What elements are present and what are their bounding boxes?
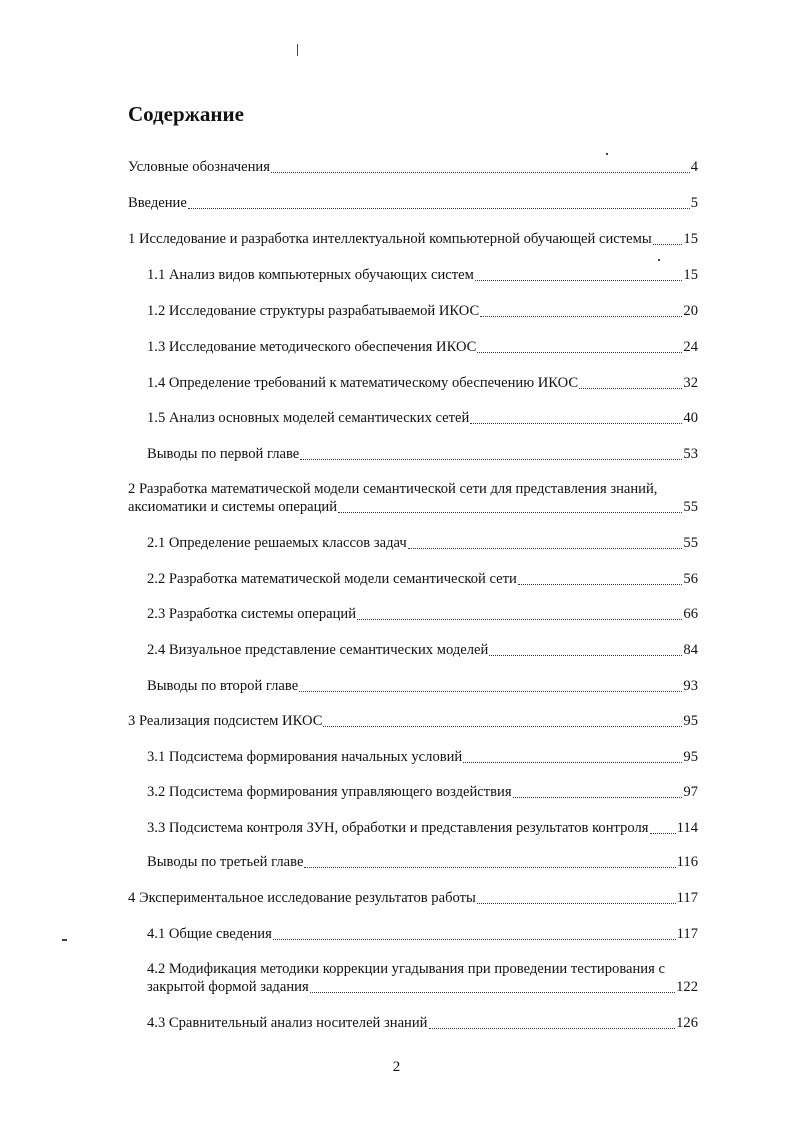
- toc-entry-text: Условные обозначения: [128, 159, 270, 175]
- toc-entry-text: Выводы по второй главе: [147, 678, 299, 694]
- dot-leader: [357, 618, 682, 620]
- toc-page-number: 93: [683, 678, 698, 694]
- scan-speck: [606, 153, 608, 155]
- toc-page-number: 114: [676, 820, 698, 836]
- toc-page-number: 66: [683, 606, 698, 622]
- toc-entry-text: 2.3 Разработка системы операций: [147, 606, 357, 622]
- dot-leader: [463, 761, 682, 763]
- toc-entry-text-line1: 4.2 Модификация методики коррекции угадывания при проведении тестирования с: [147, 961, 665, 977]
- toc-page-number: 55: [683, 499, 698, 515]
- toc-entry-text: 1.2 Исследование структуры разрабатываемой ИКОС: [147, 303, 480, 319]
- toc-entry-text-line1: 2 Разработка математической модели семантической сети для представления знаний,: [128, 481, 658, 497]
- toc-entry-2-3: [147, 605, 698, 623]
- toc-entry-1-4: [147, 374, 698, 392]
- toc-page-number: 126: [676, 1015, 698, 1031]
- toc-entry-text: 3 Реализация подсистем ИКОС: [128, 713, 323, 729]
- toc-page-number: 5: [690, 195, 698, 211]
- toc-page-number: 4: [690, 159, 698, 175]
- dot-leader: [477, 351, 682, 353]
- page-number: 2: [392, 1059, 401, 1075]
- dot-leader: [273, 938, 676, 940]
- dot-leader: [650, 832, 676, 834]
- toc-entry-text: Выводы по третьей главе: [147, 854, 304, 870]
- toc-page-number: 84: [683, 642, 698, 658]
- toc-entry-1-5: [147, 409, 698, 427]
- toc-entry-text: Выводы по первой главе: [147, 446, 300, 462]
- toc-entry-text: 3.3 Подсистема контроля ЗУН, обработки и представления результатов контроля: [147, 820, 649, 836]
- toc-entry-3-2: [147, 783, 698, 801]
- toc-entry-conclusions-1: [147, 445, 698, 463]
- toc-entry-text: 1.1 Анализ видов компьютерных обучающих систем: [147, 267, 474, 283]
- toc-entry-text: 3.1 Подсистема формирования начальных условий: [147, 749, 463, 765]
- toc-entry-1-1: [147, 266, 698, 284]
- toc-page-number: 117: [676, 926, 698, 942]
- scan-speck: [62, 939, 67, 941]
- dot-leader: [188, 207, 690, 209]
- toc-page-number: 40: [683, 410, 698, 426]
- dot-leader: [299, 690, 682, 692]
- toc-page-number: 95: [683, 749, 698, 765]
- dot-leader: [477, 902, 676, 904]
- toc-page-number: 55: [683, 535, 698, 551]
- toc-page-number: 15: [683, 231, 698, 247]
- dot-leader: [271, 171, 690, 173]
- dot-leader: [579, 387, 682, 389]
- dot-leader: [480, 315, 682, 317]
- toc-page-number: 116: [676, 854, 698, 870]
- dot-leader: [323, 725, 682, 727]
- toc-entry-conclusions-2: [147, 677, 698, 695]
- dot-leader: [475, 279, 683, 281]
- toc-entry-chapter-4: [128, 889, 698, 907]
- dot-leader: [489, 654, 682, 656]
- toc-entry-2-1: [147, 534, 698, 552]
- toc-entry-text: 1 Исследование и разработка интеллектуальной компьютерной обучающей системы: [128, 231, 652, 247]
- toc-page-number: 20: [683, 303, 698, 319]
- dot-leader: [429, 1027, 676, 1029]
- toc-entry-text: 1.4 Определение требований к математическому обеспечению ИКОС: [147, 375, 579, 391]
- toc-entry-4-1: [147, 925, 698, 943]
- toc-page-number: 95: [683, 713, 698, 729]
- toc-entry-text: 2.2 Разработка математической модели семантической сети: [147, 571, 517, 587]
- toc-entry-symbols: [128, 158, 698, 176]
- toc-page-number: 24: [683, 339, 698, 355]
- toc-entry-3-3: [147, 819, 698, 837]
- toc-entry-text: Введение: [128, 195, 187, 211]
- toc-entry-text: 3.2 Подсистема формирования управляющего воздействия: [147, 784, 512, 800]
- toc-entry-4-3: [147, 1014, 698, 1032]
- toc-page-number: 15: [683, 267, 698, 283]
- dot-leader: [518, 583, 683, 585]
- dot-leader: [653, 243, 683, 245]
- dot-leader: [304, 866, 675, 868]
- toc-entry-text: 1.3 Исследование методического обеспечения ИКОС: [147, 339, 477, 355]
- toc-entry-text: 4.3 Сравнительный анализ носителей знаний: [147, 1015, 428, 1031]
- toc-entry-introduction: [128, 194, 698, 212]
- toc-entry-text: 2.4 Визуальное представление семантических моделей: [147, 642, 489, 658]
- toc-entry-chapter-1: [128, 230, 698, 248]
- dot-leader: [470, 422, 682, 424]
- scan-speck: [658, 259, 660, 261]
- toc-entry-1-2: [147, 302, 698, 320]
- toc-page-number: 122: [676, 979, 698, 995]
- toc-entry-chapter-2: [128, 480, 698, 516]
- toc-page-number: 117: [676, 890, 698, 906]
- toc-entry-text-line2: аксиоматики и системы операций: [128, 499, 338, 515]
- toc-entry-conclusions-3: [147, 853, 698, 871]
- toc-entry-text: 1.5 Анализ основных моделей семантических сетей: [147, 410, 470, 426]
- dot-leader: [300, 458, 682, 460]
- toc-page-number: 53: [683, 446, 698, 462]
- dot-leader: [513, 796, 683, 798]
- toc-entry-3-1: [147, 748, 698, 766]
- toc-entry-text: 4 Экспериментальное исследование результатов работы: [128, 890, 476, 906]
- dot-leader: [338, 511, 682, 513]
- scan-speck: [297, 44, 298, 56]
- toc-entry-2-4: [147, 641, 698, 659]
- toc-entry-text-line2: закрытой формой задания: [147, 979, 309, 995]
- toc-entry-2-2: [147, 570, 698, 588]
- dot-leader: [408, 547, 683, 549]
- toc-entry-1-3: [147, 338, 698, 356]
- toc-page-number: 97: [683, 784, 698, 800]
- toc-entry-chapter-3: [128, 712, 698, 730]
- toc-entry-text: 4.1 Общие сведения: [147, 926, 272, 942]
- toc-entry-4-2: [147, 960, 698, 996]
- toc-page-number: 32: [683, 375, 698, 391]
- page-title: Содержание: [128, 102, 244, 126]
- toc-entry-text: 2.1 Определение решаемых классов задач: [147, 535, 407, 551]
- dot-leader: [310, 991, 675, 993]
- toc-page-number: 56: [683, 571, 698, 587]
